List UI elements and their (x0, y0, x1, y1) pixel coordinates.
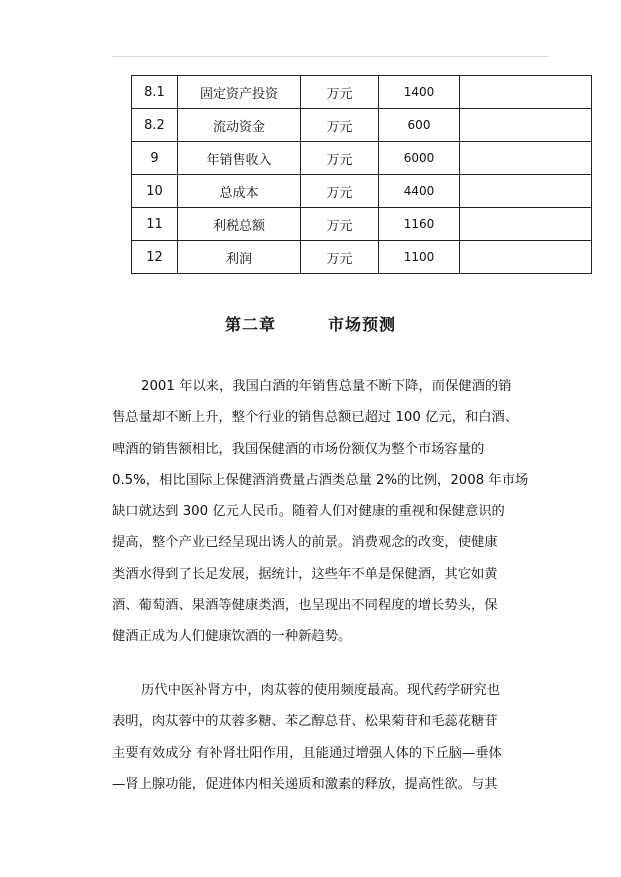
item-name-cell: 年销售收入 (178, 142, 301, 175)
unit-cell: 万元 (301, 208, 379, 241)
paragraph-line: 售总量却不断上升，整个行业的销售总额已超过 100 亿元，和白酒、 (112, 410, 519, 426)
paragraph-line: 主要有效成分 有补肾壮阳作用，且能通过增强人体的下丘脑—垂体 (112, 745, 502, 761)
table-row (132, 241, 592, 274)
table-row (132, 142, 592, 175)
paragraph-line: —肾上腺功能，促进体内相关递质和激素的释放，提高性欲。与其 (112, 776, 498, 792)
unit-cell: 万元 (301, 76, 379, 109)
empty-cell (460, 241, 592, 274)
body-paragraph (112, 371, 548, 653)
value-cell: 1160 (379, 208, 460, 241)
row-number-cell: 10 (132, 175, 178, 208)
paragraph-line: 啤酒的销售额相比，我国保健酒的市场份额仅为整个市场容量的 (112, 441, 485, 457)
row-number-cell: 11 (132, 208, 178, 241)
value-cell: 1100 (379, 241, 460, 274)
table-row (132, 175, 592, 208)
item-name-cell: 总成本 (178, 175, 301, 208)
paragraph-line: 类酒水得到了长足发展，据统计，这些年不单是保健酒，其它如黄 (112, 566, 498, 582)
unit-cell: 万元 (301, 241, 379, 274)
empty-cell (460, 208, 592, 241)
unit-cell: 万元 (301, 142, 379, 175)
row-number-cell: 8.1 (132, 76, 178, 109)
paragraph-line: 历代中医补肾方中，肉苁蓉的使用频度最高。现代药学研究也 (141, 683, 501, 698)
data-table (131, 75, 592, 274)
chapter-title: 市场预测 (328, 315, 397, 334)
row-number-cell: 12 (132, 241, 178, 274)
empty-cell (460, 109, 592, 142)
paragraph-line: 2001 年以来，我国白酒的年销售总量不断下降，而保健酒的销 (141, 379, 512, 394)
table-row (132, 208, 592, 241)
chapter-number: 第二章 (224, 315, 276, 334)
value-cell: 600 (379, 109, 460, 142)
paragraph-line: 酒、葡萄酒、果酒等健康类酒，也呈现出不同程度的增长势头，保 (112, 598, 498, 614)
body-paragraph (112, 675, 548, 800)
value-cell: 4400 (379, 175, 460, 208)
item-name-cell: 流动资金 (178, 109, 301, 142)
paragraph-line: 缺口就达到 300 亿元人民币。随着人们对健康的重视和保健意识的 (112, 504, 505, 520)
item-name-cell: 利润 (178, 241, 301, 274)
empty-cell (460, 175, 592, 208)
paragraph-line: 表明，肉苁蓉中的苁蓉多糖、苯乙醇总苷、松果菊苷和毛蕊花糖苷 (112, 714, 498, 730)
item-name-cell: 利税总额 (178, 208, 301, 241)
unit-cell: 万元 (301, 175, 379, 208)
page-top-rule (112, 56, 548, 57)
table-row (132, 109, 592, 142)
row-number-cell: 9 (132, 142, 178, 175)
paragraph-line: 0.5%，相比国际上保健酒消费量占酒类总量 2%的比例，2008 年市场 (112, 472, 529, 488)
chapter-heading (0, 312, 621, 335)
value-cell: 6000 (379, 142, 460, 175)
empty-cell (460, 142, 592, 175)
paragraph-line: 健酒正成为人们健康饮酒的一种新趋势。 (112, 629, 352, 645)
unit-cell: 万元 (301, 109, 379, 142)
item-name-cell: 固定资产投资 (178, 76, 301, 109)
row-number-cell: 8.2 (132, 109, 178, 142)
table-row (132, 76, 592, 109)
paragraph-line: 提高，整个产业已经呈现出诱人的前景。消费观念的改变，使健康 (112, 535, 498, 551)
value-cell: 1400 (379, 76, 460, 109)
empty-cell (460, 76, 592, 109)
